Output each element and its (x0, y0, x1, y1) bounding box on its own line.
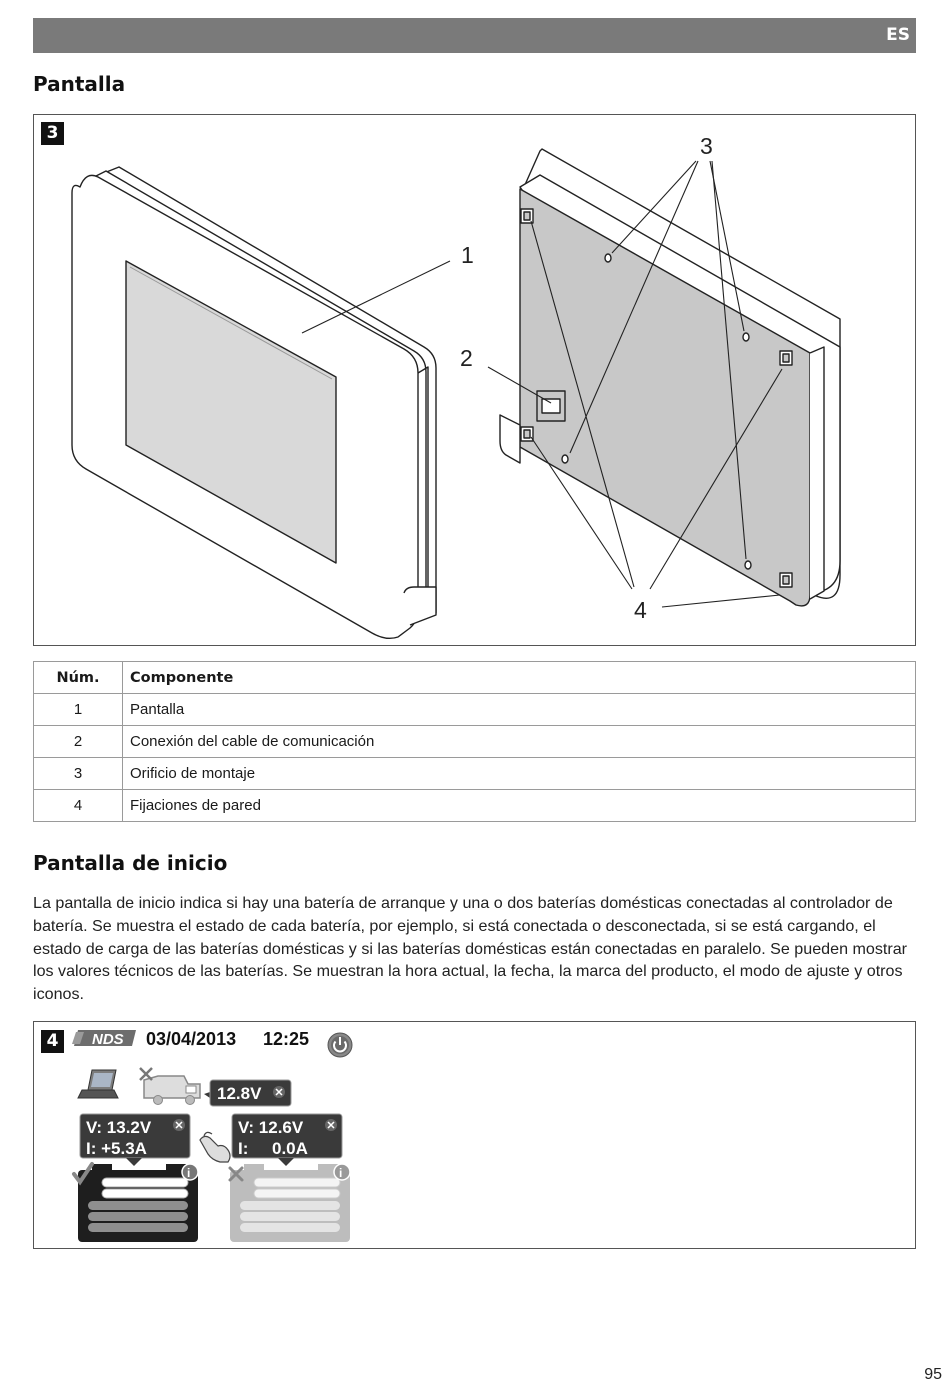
home-screen-graphic (34, 1022, 915, 1248)
battery1-voltage: V: 13.2V (86, 1118, 152, 1137)
components-table (33, 661, 916, 822)
vehicle-icon (144, 1076, 200, 1105)
callout-3: 3 (700, 133, 713, 159)
table-row (34, 726, 916, 758)
callout-1: 1 (461, 242, 474, 268)
figure-number: 3 (41, 122, 64, 145)
column-header-num: Núm. (34, 662, 123, 694)
row-component: Orificio de montaje (123, 758, 916, 790)
brand-logo (72, 1030, 136, 1048)
figure-3-device-illustration (33, 114, 916, 646)
battery2-icon[interactable] (230, 1164, 350, 1242)
callout-2: 2 (460, 345, 473, 371)
row-num: 3 (34, 758, 123, 790)
section-title-pantalla-de-inicio: Pantalla de inicio (33, 851, 228, 875)
page-number: 95 (924, 1366, 942, 1383)
start-battery-voltage-tag (204, 1080, 291, 1106)
display-rear-view (500, 149, 840, 606)
row-component: Fijaciones de pared (123, 790, 916, 822)
table-row (34, 790, 916, 822)
figure-4-home-screen (33, 1021, 916, 1249)
table-row (34, 758, 916, 790)
header-bar (33, 18, 916, 53)
device-drawing (34, 115, 915, 645)
section-title-pantalla: Pantalla (33, 72, 126, 96)
row-num: 4 (34, 790, 123, 822)
hand-icon[interactable] (200, 1132, 230, 1162)
battery1-icon[interactable] (78, 1164, 198, 1242)
figure-number: 4 (41, 1030, 64, 1053)
battery2-values-tag (232, 1114, 342, 1166)
laptop-icon (78, 1070, 118, 1098)
svg-text:i: i (187, 1166, 191, 1180)
battery2-current-label: I: (238, 1139, 249, 1158)
svg-text:12.8V: 12.8V (217, 1084, 262, 1103)
battery1-current: I: +5.3A (86, 1139, 147, 1158)
vehicle-disconnected-icon (140, 1068, 152, 1080)
row-component: Conexión del cable de comunicación (123, 726, 916, 758)
display-front-view (72, 167, 436, 638)
callout-4: 4 (634, 597, 647, 623)
power-icon[interactable] (328, 1033, 352, 1057)
battery2-voltage: V: 12.6V (238, 1118, 304, 1137)
svg-text:NDS: NDS (92, 1031, 124, 1048)
table-header-row (34, 662, 916, 694)
intro-paragraph: La pantalla de inicio indica si hay una batería de arranque y una o dos baterías domésticas conectadas al controlador de batería. Se muestra el estado de cada batería, por ejemplo, si está conectada o desconectada, si se está cargando, el estado de carga de las baterías domésticas y si las baterías domésticas están conectadas en paralelo. Se pueden mostrar los valores técnicos de las baterías. Se muestran la hora actual, la fecha, la marca del producto, el modo de ajuste y otros iconos. (33, 894, 908, 1004)
home-time: 12:25 (263, 1029, 310, 1049)
home-date: 03/04/2013 (146, 1029, 237, 1049)
battery2-current-value: 0.0A (272, 1139, 308, 1158)
row-num: 2 (34, 726, 123, 758)
svg-text:i: i (339, 1166, 343, 1180)
table-row (34, 694, 916, 726)
battery1-info-icon[interactable] (182, 1164, 198, 1180)
battery1-values-tag (80, 1114, 190, 1166)
row-component: Pantalla (123, 694, 916, 726)
row-num: 1 (34, 694, 123, 726)
column-header-component: Componente (123, 662, 916, 694)
battery2-info-icon[interactable] (334, 1164, 350, 1180)
language-code: ES (886, 25, 910, 45)
